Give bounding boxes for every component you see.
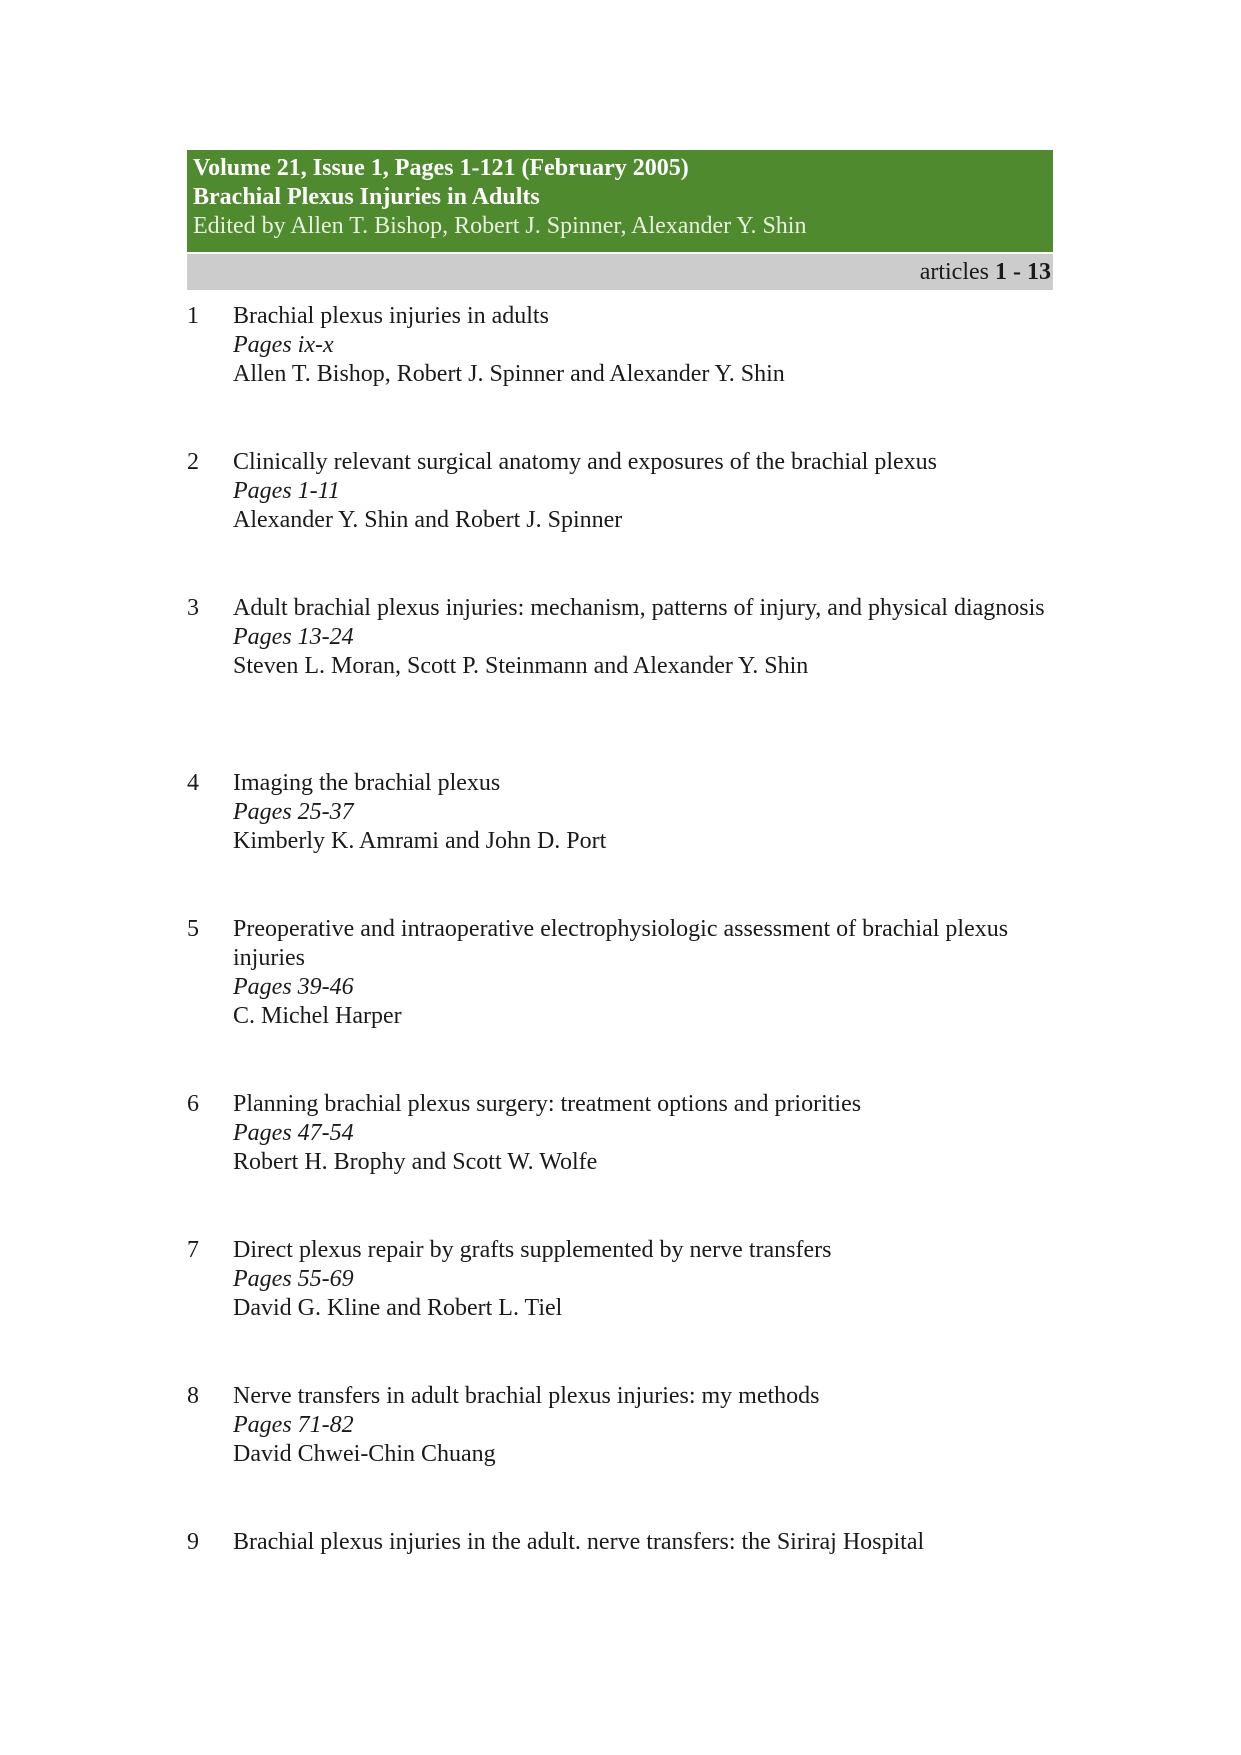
article-pages: Pages 39-46 [233,974,354,1000]
article-authors: Alexander Y. Shin and Robert J. Spinner [233,507,623,533]
volume-line: Volume 21, Issue 1, Pages 1-121 (February 2005) [193,155,689,181]
article-title[interactable]: Clinically relevant surgical anatomy and exposures of the brachial plexus [233,449,938,475]
article-pages: Pages 25-37 [233,799,354,825]
article-pages: Pages 71-82 [233,1412,354,1438]
article-range-value: 1 - 13 [995,259,1051,285]
article-pages: Pages 13-24 [233,624,354,650]
article-pages: Pages 55-69 [233,1266,354,1292]
article-title[interactable]: Brachial plexus injuries in the adult. nerve transfers: the Siriraj Hospital [233,1529,925,1555]
article-number: 8 [187,1383,199,1409]
article-authors: Allen T. Bishop, Robert J. Spinner and Alexander Y. Shin [233,361,785,387]
article-authors: Kimberly K. Amrami and John D. Port [233,828,607,854]
editors-line: Edited by Allen T. Bishop, Robert J. Spinner, Alexander Y. Shin [193,213,807,239]
article-number: 4 [187,770,199,796]
issue-header [187,150,1053,252]
article-authors: C. Michel Harper [233,1003,402,1029]
article-range-bar [187,254,1053,290]
article-authors: David G. Kline and Robert L. Tiel [233,1295,563,1321]
article-pages: Pages 1-11 [233,478,340,504]
article-item [187,1528,1067,1557]
article-title[interactable]: Imaging the brachial plexus [233,770,501,796]
article-title[interactable]: Planning brachial plexus surgery: treatment options and priorities [233,1091,862,1117]
article-item [187,1236,1067,1323]
article-item [187,1382,1067,1469]
article-title[interactable]: Adult brachial plexus injuries: mechanism, patterns of injury, and physical diagnosis [233,595,1045,621]
article-range-prefix: articles [919,259,989,285]
article-title[interactable]: Direct plexus repair by grafts supplemented by nerve transfers [233,1237,832,1263]
article-pages: Pages ix-x [233,332,334,358]
article-number: 1 [187,303,199,329]
article-authors: Robert H. Brophy and Scott W. Wolfe [233,1149,598,1175]
article-item [187,302,1067,389]
article-pages: Pages 47-54 [233,1120,354,1146]
article-authors: Steven L. Moran, Scott P. Steinmann and Alexander Y. Shin [233,653,809,679]
article-number: 2 [187,449,199,475]
article-number: 7 [187,1237,199,1263]
article-item [187,915,1067,1031]
article-number: 9 [187,1529,199,1555]
article-authors: David Chwei-Chin Chuang [233,1441,496,1467]
article-title[interactable]: Brachial plexus injuries in adults [233,303,549,329]
article-item [187,769,1067,856]
article-item [187,1090,1067,1177]
issue-title: Brachial Plexus Injuries in Adults [193,184,540,210]
article-item [187,448,1067,535]
article-number: 5 [187,916,199,942]
article-number: 3 [187,595,199,621]
article-item [187,594,1067,681]
article-title[interactable]: Nerve transfers in adult brachial plexus injuries: my methods [233,1383,820,1409]
article-number: 6 [187,1091,199,1117]
article-title[interactable]: Preoperative and intraoperative electrophysiologic assessment of brachial plexus injuries [233,916,1009,971]
